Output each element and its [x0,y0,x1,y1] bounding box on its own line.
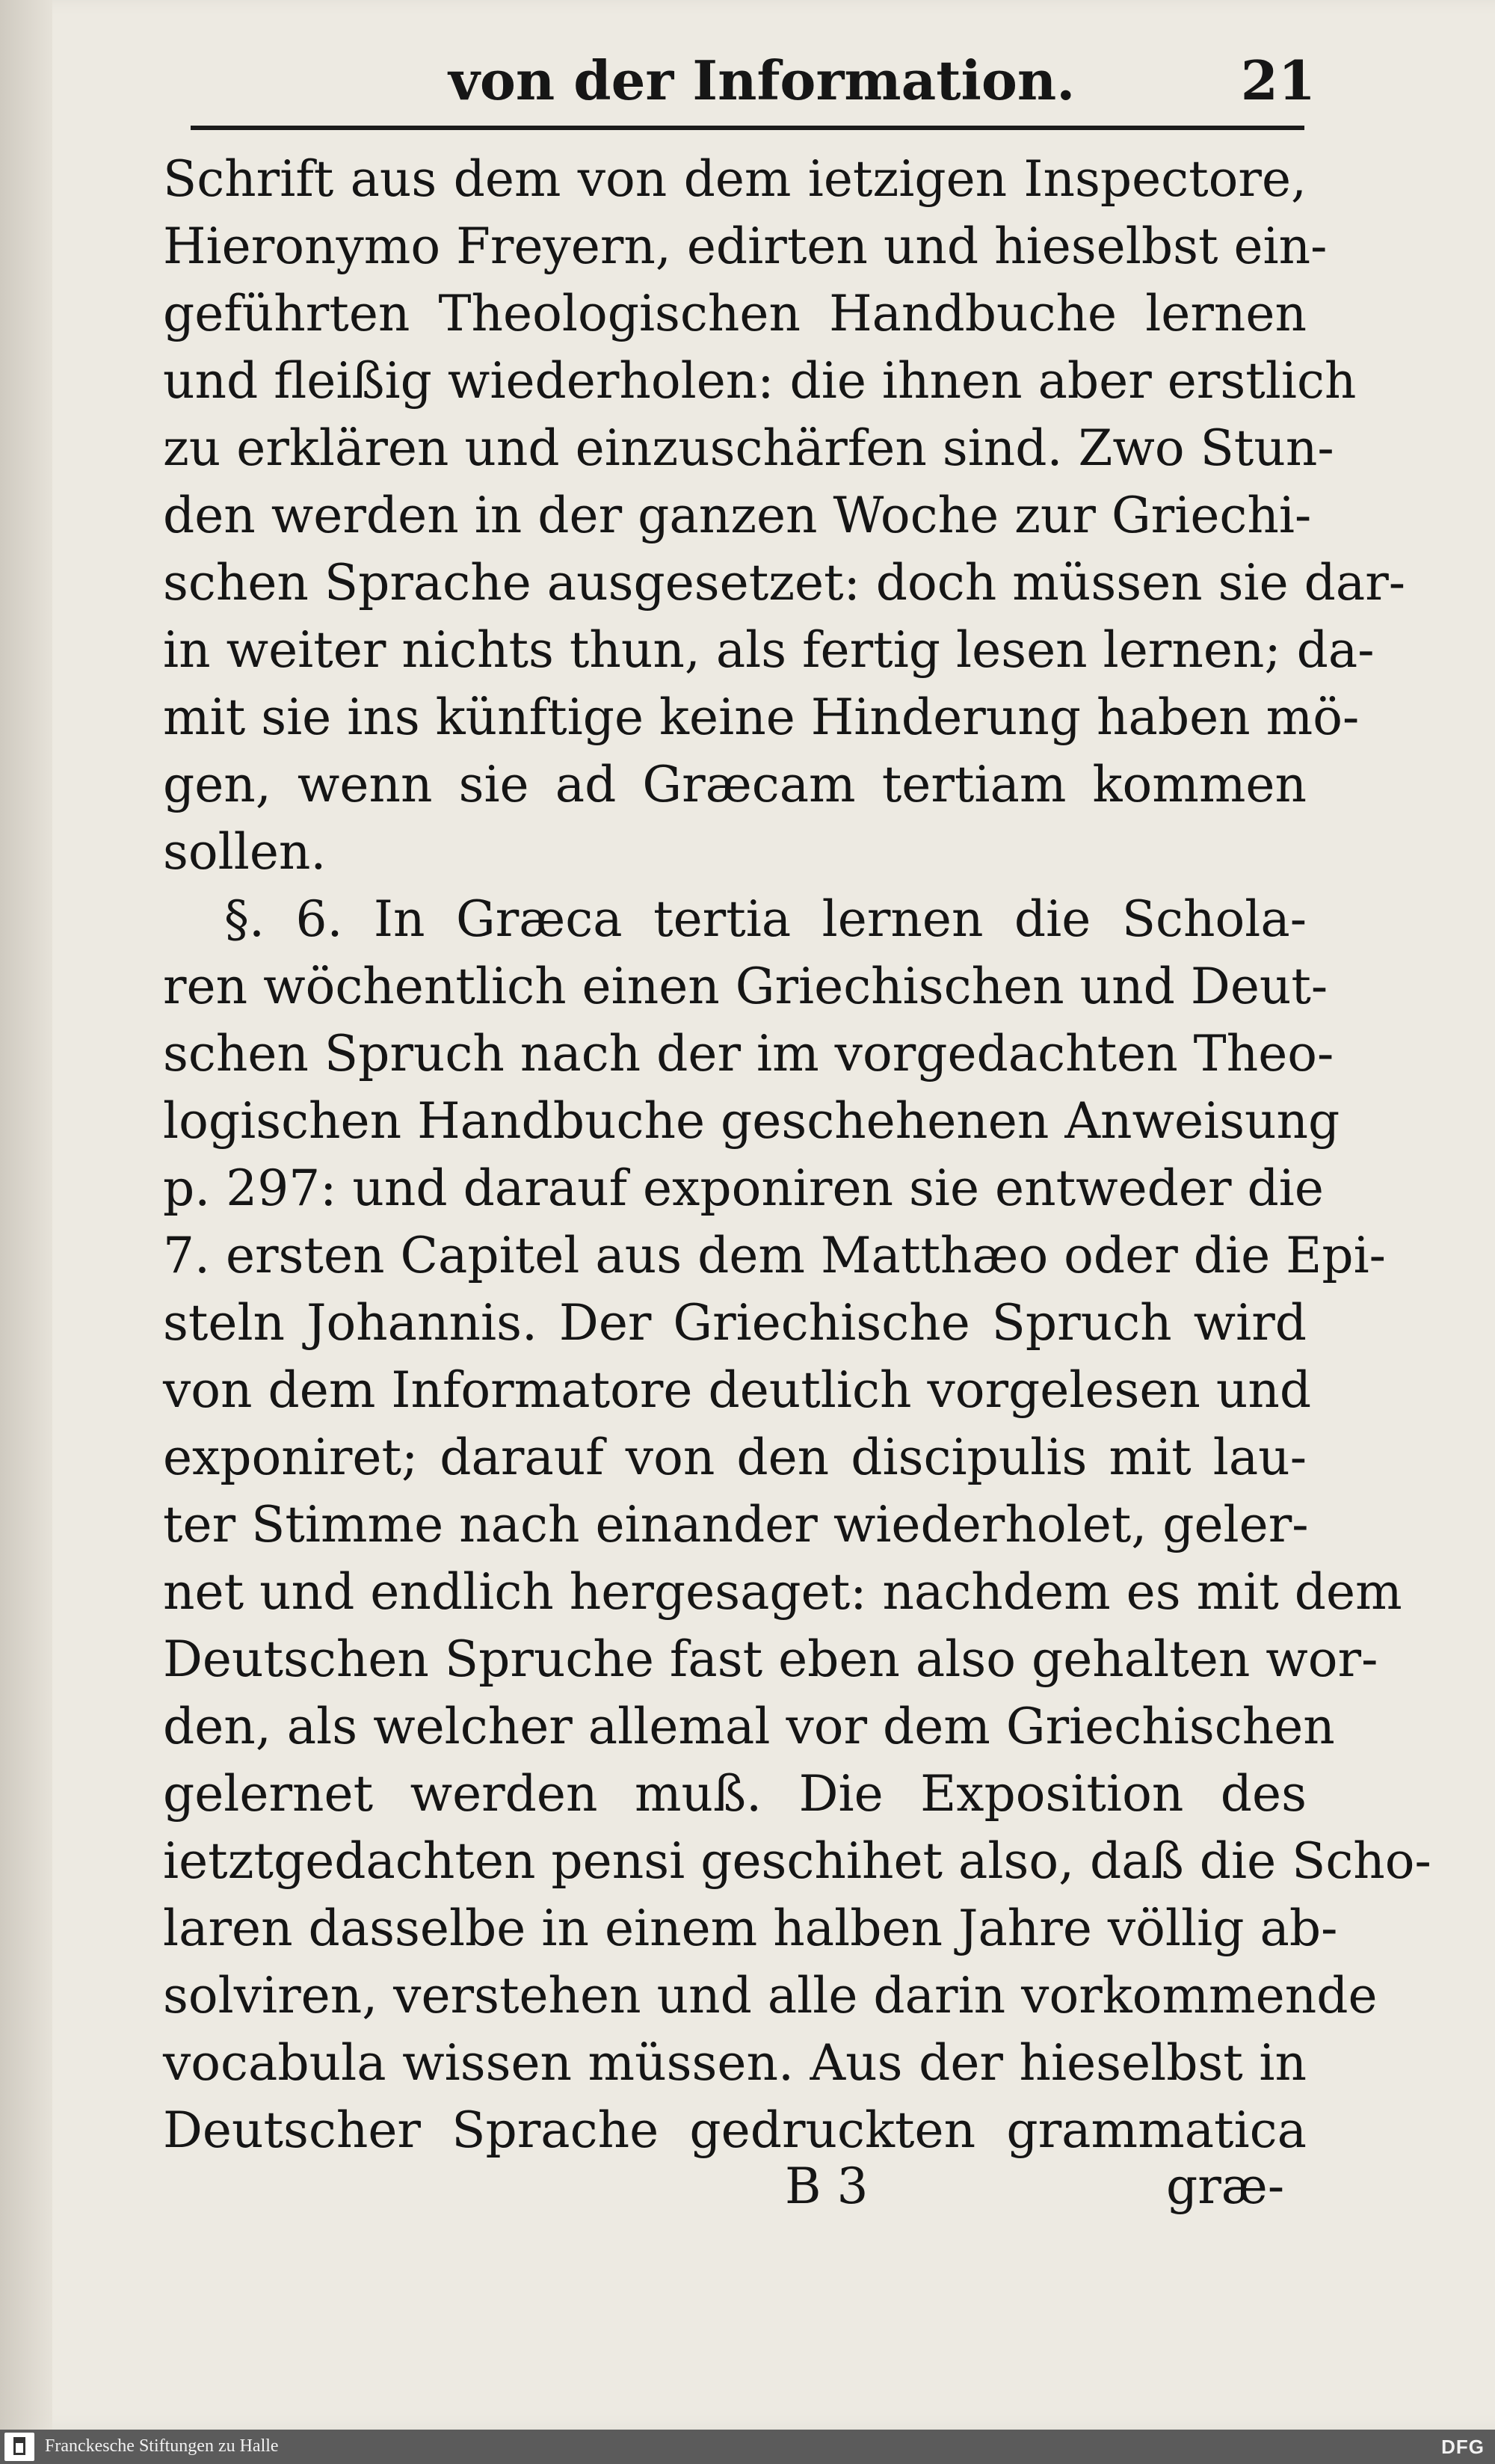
institution-credit: Franckesche Stiftungen zu Halle [45,2436,279,2456]
text-line: in weiter nichts thun, als fertig lesen lernen; da- [163,621,1375,679]
text-line: schen Sprache ausgesetzet: doch müssen sie dar- [163,554,1406,612]
text-line: den werden in der ganzen Woche zur Griechi- [163,487,1312,544]
text-line: gen, wenn sie ad Græcam tertiam kommen [163,756,1307,813]
text-line: 7. ersten Capitel aus dem Matthæo oder die Epi- [163,1227,1386,1284]
text-line: ietztgedachten pensi geschihet also, daß die Scho- [163,1832,1431,1890]
running-title: von der Information. [449,49,1076,112]
text-line: Deutscher Sprache gedruckten grammatica [163,2101,1307,2159]
text-line: Deutschen Spruche fast eben also gehalten wor- [163,1630,1378,1688]
text-line: steln Johannis. Der Griechische Spruch wird [163,1294,1307,1352]
text-line: von dem Informatore deutlich vorgelesen und [163,1361,1312,1419]
page-number: 21 [1240,49,1316,112]
text-line: sollen. [163,823,327,881]
text-line: p. 297: und darauf exponiren sie entweder die [163,1159,1324,1217]
text-line: logischen Handbuche geschehenen Anweisung [163,1092,1340,1150]
text-line: laren dasselbe in einem halben Jahre völlig ab- [163,1900,1338,1957]
text-line: mit sie ins künftige keine Hinderung haben mö- [163,689,1360,746]
page-gutter [0,0,52,2430]
viewer-footer-bar [0,2430,1495,2464]
text-line: und fleißig wiederholen: die ihnen aber erstlich [163,352,1357,410]
text-line: den, als welcher allemal vor dem Griechischen [163,1698,1335,1755]
dfg-logo: DFG [1441,2436,1485,2458]
signature-mark: B 3 [785,2157,869,2215]
paragraph-start: §. 6. In Græca tertia lernen die Schola- [224,890,1307,948]
text-line: exponiret; darauf von den discipulis mit lau- [163,1429,1307,1486]
running-head [449,41,1316,123]
text-line: net und endlich hergesaget: nachdem es mit dem [163,1563,1402,1621]
catchword: græ- [1166,2157,1285,2215]
text-line: ren wöchentlich einen Griechischen und Deut- [163,958,1328,1015]
text-line: Schrift aus dem von dem ietzigen Inspectore, [163,150,1307,208]
text-line: solviren, verstehen und alle darin vorkommende [163,1967,1378,2024]
text-line: schen Spruch nach der im vorgedachten Theo- [163,1025,1334,1082]
text-line: Hieronymo Freyern, edirten und hieselbst ein- [163,218,1328,275]
text-line: zu erklären und einzuschärfen sind. Zwo Stun- [163,419,1334,477]
header-rule [191,126,1304,130]
text-line: vocabula wissen müssen. Aus der hieselbst in [163,2034,1307,2092]
text-line: ter Stimme nach einander wiederholet, geler- [163,1496,1309,1553]
text-line: geführten Theologischen Handbuche lernen [163,285,1307,342]
text-line: gelernet werden muß. Die Exposition des [163,1765,1307,1823]
franckesche-stiftungen-logo-icon [4,2433,34,2461]
